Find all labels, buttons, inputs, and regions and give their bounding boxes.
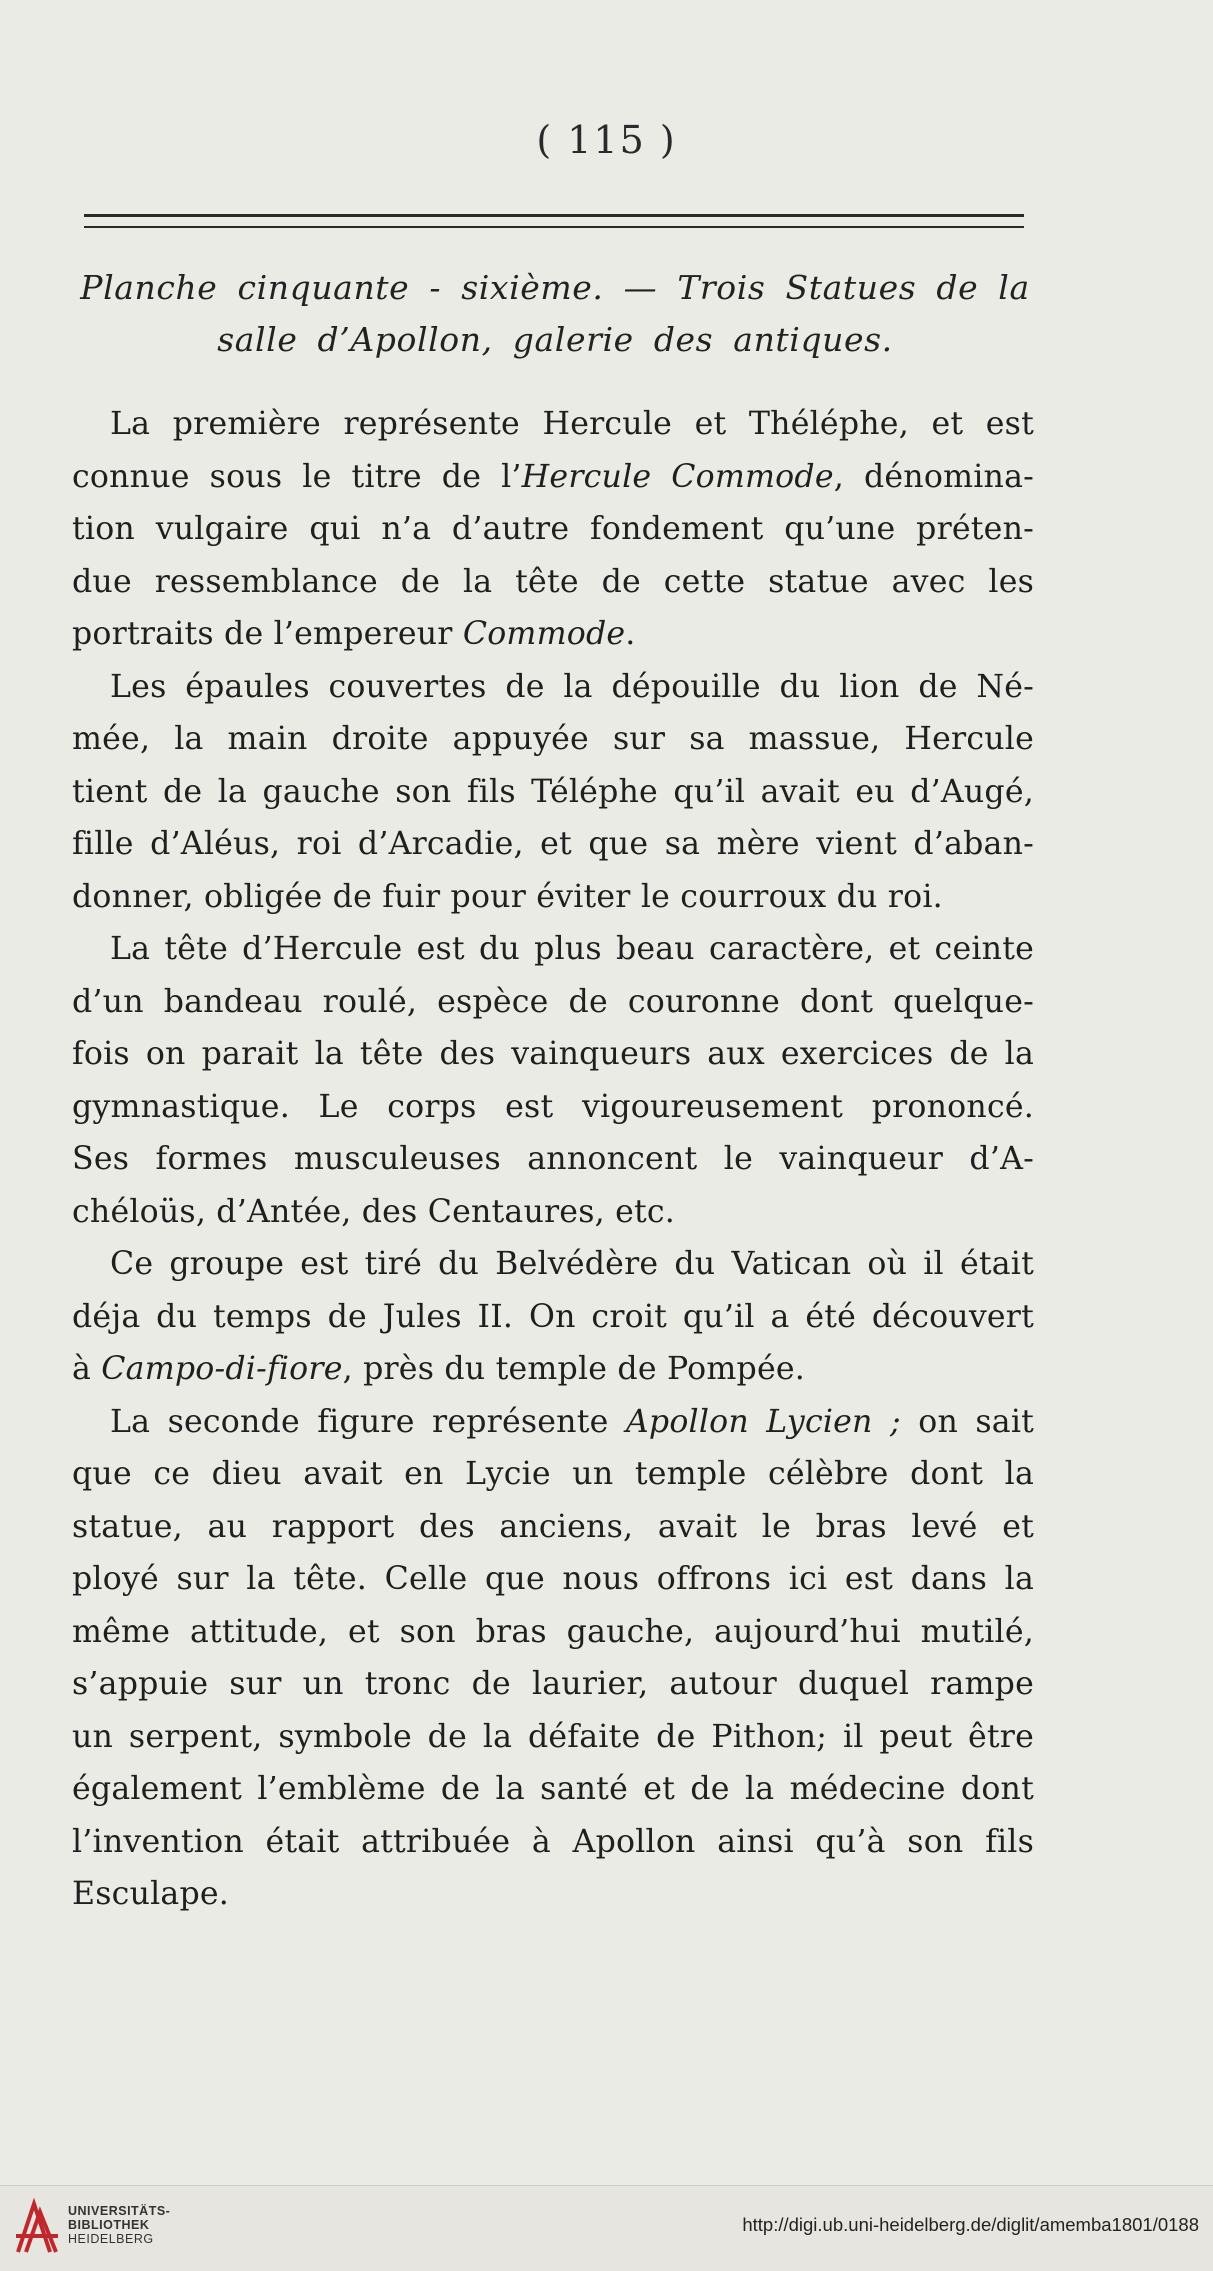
text-line	[72, 1396, 1034, 1449]
text-line: statue, au rapport des anciens, avait le bras levé et	[72, 1508, 1034, 1545]
text-line: Les épaules couvertes de la dépouille du lion de Né-	[110, 668, 1034, 705]
text-line: chéloüs, d’Antée, des Centaures, etc.	[72, 1193, 676, 1230]
text-run: on sait	[900, 1403, 1035, 1440]
text-run: connue sous le titre de l’	[72, 458, 522, 495]
text-run: .	[625, 616, 636, 652]
text-run: La seconde figure représente	[110, 1403, 626, 1440]
text-run: à	[72, 1351, 102, 1387]
text-line	[72, 1343, 1034, 1396]
italic-text-run: Campo-di-fiore	[101, 1351, 343, 1387]
text-line: Ses formes musculeuses annoncent le vainqueur d’A-	[72, 1141, 1034, 1177]
library-name-line-2: BIBLIOTHEK	[68, 2218, 150, 2232]
footer-bar	[0, 2185, 1213, 2271]
italic-text-run: Apollon Lycien ;	[625, 1403, 901, 1440]
text-line: déja du temps de Jules II. On croit qu’il a été découvert	[72, 1298, 1034, 1335]
paragraph	[72, 923, 1034, 1238]
text-line: mée, la main droite appuyée sur sa massue, Hercule	[72, 721, 1034, 757]
text-line: d’un bandeau roulé, espèce de couronne dont quelque-	[72, 983, 1034, 1020]
text-line: Esculape.	[72, 1876, 230, 1912]
text-line	[72, 608, 1034, 661]
paragraph	[72, 661, 1034, 924]
text-line: même attitude, et son bras gauche, aujourd’hui mutilé,	[72, 1613, 1034, 1650]
source-url-link[interactable]: http://digi.ub.uni-heidelberg.de/diglit/amemba1801/0188	[742, 2214, 1199, 2235]
heading-dash: —	[603, 268, 678, 307]
heading-plate-number: Planche cinquante - sixième.	[80, 268, 604, 307]
italic-text-run: Hercule Commode	[521, 458, 834, 495]
heading-title: Trois Statues de la	[677, 268, 1030, 307]
heading-line-2: salle d’Apollon, galerie des antiques.	[217, 320, 893, 359]
text-line: Ce groupe est tiré du Belvédère du Vatican où il était	[110, 1246, 1034, 1282]
text-line	[72, 451, 1034, 504]
library-name	[68, 2204, 170, 2246]
university-library-logo-icon	[12, 2196, 62, 2258]
body-text	[72, 398, 1034, 1921]
text-line: due ressemblance de la tête de cette statue avec les	[72, 563, 1034, 600]
paragraph	[72, 1396, 1034, 1921]
text-line: donner, obligée de fuir pour éviter le courroux du roi.	[72, 878, 943, 915]
text-line: un serpent, symbole de la défaite de Pithon; il peut être	[72, 1718, 1034, 1755]
library-name-line-1: UNIVERSITÄTS-	[68, 2204, 171, 2218]
text-line: fille d’Aléus, roi d’Arcadie, et que sa mère vient d’aban-	[72, 826, 1034, 862]
text-line: La tête d’Hercule est du plus beau caractère, et ceinte	[110, 931, 1034, 967]
header-double-rule	[84, 214, 1024, 228]
italic-text-run: Commode	[462, 616, 626, 652]
text-run: , dénomina-	[833, 458, 1034, 495]
heading-line-1	[80, 262, 1030, 314]
text-line: également l’emblème de la santé et de la médecine dont	[72, 1771, 1034, 1807]
paragraph	[72, 1238, 1034, 1396]
text-line: tient de la gauche son fils Téléphe qu’il avait eu d’Augé,	[72, 773, 1034, 810]
text-line: gymnastique. Le corps est vigoureusement prononcé.	[72, 1088, 1034, 1125]
text-line: l’invention était attribuée à Apollon ainsi qu’à son fils	[72, 1823, 1034, 1860]
text-line: que ce dieu avait en Lycie un temple célèbre dont la	[72, 1456, 1034, 1492]
text-run: portraits de l’empereur	[72, 616, 463, 652]
text-run: , près du temple de Pompée.	[342, 1351, 805, 1387]
text-line: tion vulgaire qui n’a d’autre fondement qu’une préten-	[72, 511, 1034, 547]
text-line: s’appuie sur un tronc de laurier, autour duquel rampe	[72, 1666, 1034, 1702]
text-line: La première représente Hercule et Théléphe, et est	[110, 406, 1034, 442]
page-number: ( 115 )	[536, 118, 677, 162]
library-name-line-3: HEIDELBERG	[68, 2232, 154, 2246]
text-line: fois on parait la tête des vainqueurs aux exercices de la	[72, 1036, 1034, 1072]
plate-heading	[80, 262, 1030, 366]
text-line: ployé sur la tête. Celle que nous offrons ici est dans la	[72, 1561, 1034, 1597]
paragraph	[72, 398, 1034, 661]
